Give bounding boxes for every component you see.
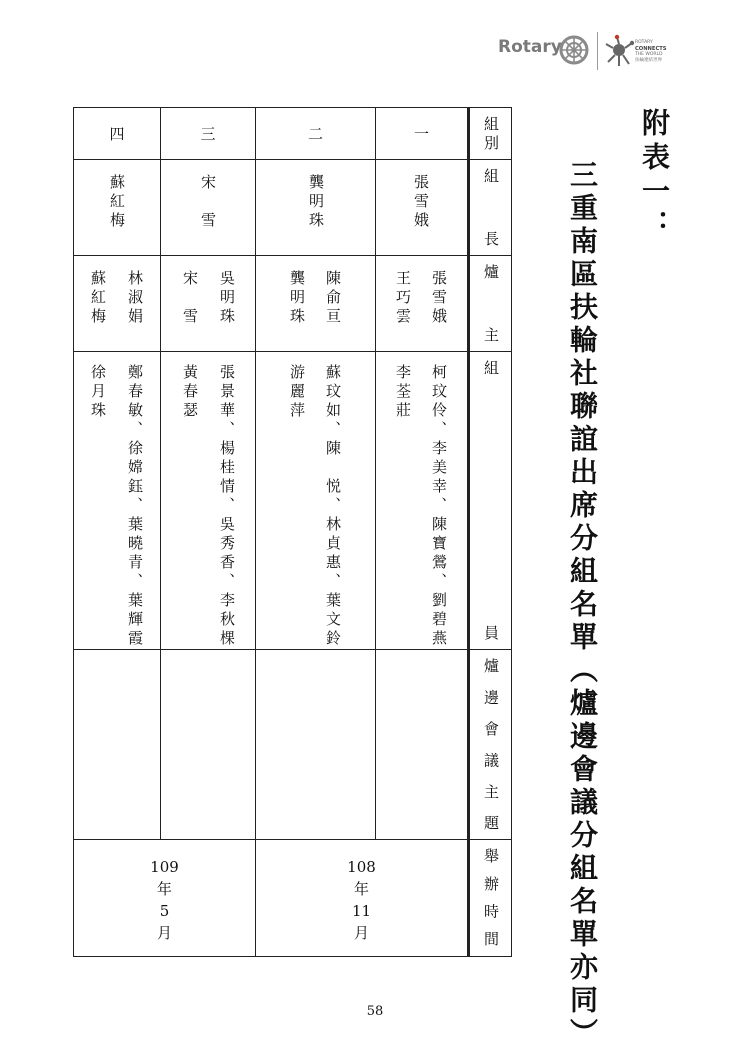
group-2-hosts: 陳俞亘 龔明珠 xyxy=(256,256,376,352)
group-2-members: 蘇玟如、陳 悦、林貞惠、葉文鈴 游麗萍 xyxy=(256,352,376,650)
rotary-wheel-icon xyxy=(558,34,590,66)
group-1-leader: 張雪娥 xyxy=(376,160,468,256)
group-4-hosts: 林淑娟 蘇紅梅 xyxy=(74,256,161,352)
page-title: 三重南區扶輪社聯誼出席分組名單︵爐邊會議分組名單亦同︶ xyxy=(566,160,599,1051)
group-1-name: 一 xyxy=(376,108,468,160)
header-host: 爐主 xyxy=(470,256,512,352)
header-time: 舉辦時間 xyxy=(482,848,500,950)
header-leader: 組長 xyxy=(470,160,512,256)
group-2-topic xyxy=(256,650,376,840)
group-4-members: 鄭春敏、徐嫦鈺、葉曉青、葉輝霞 徐月珠 xyxy=(74,352,161,650)
group-1-members: 柯玟伶、李美幸、陳寶鶯、劉碧燕 李荃莊 xyxy=(376,352,468,650)
page-number: 58 xyxy=(366,1004,384,1019)
connects-the-world-icon xyxy=(604,34,634,68)
header-members: 組員 xyxy=(470,352,512,650)
group-3-topic xyxy=(161,650,256,840)
time-groups-1-2: 108 年 11 月 xyxy=(256,840,468,956)
rotary-wordmark: Rotary xyxy=(498,37,562,57)
group-1-hosts: 張雪娥 王巧雲 xyxy=(376,256,468,352)
appendix-label: 附表一： xyxy=(638,108,671,244)
group-2-name: 二 xyxy=(256,108,376,160)
group-1-topic xyxy=(376,650,468,840)
group-4-topic xyxy=(74,650,161,840)
group-2-leader: 龔明珠 xyxy=(256,160,376,256)
logo-divider xyxy=(597,32,598,70)
rotary-logo xyxy=(498,30,678,76)
group-4-leader: 蘇紅梅 xyxy=(74,160,161,256)
logo-tagline: ROTARY CONNECTS THE WORLD 扶輪連結世界 xyxy=(635,40,667,63)
header-topic: 爐邊會議主題 xyxy=(470,650,512,840)
group-table xyxy=(73,107,512,957)
group-3-leader: 宋 雪 xyxy=(161,160,256,256)
group-3-hosts: 吳明珠 宋 雪 xyxy=(161,256,256,352)
header-group: 組別 xyxy=(470,108,512,160)
group-3-name: 三 xyxy=(161,108,256,160)
time-groups-3-4: 109 年 5 月 xyxy=(74,840,256,956)
group-3-members: 張景華、楊桂情、吳秀香、李秋棵 黃春瑟 xyxy=(161,352,256,650)
group-4-name: 四 xyxy=(74,108,161,160)
